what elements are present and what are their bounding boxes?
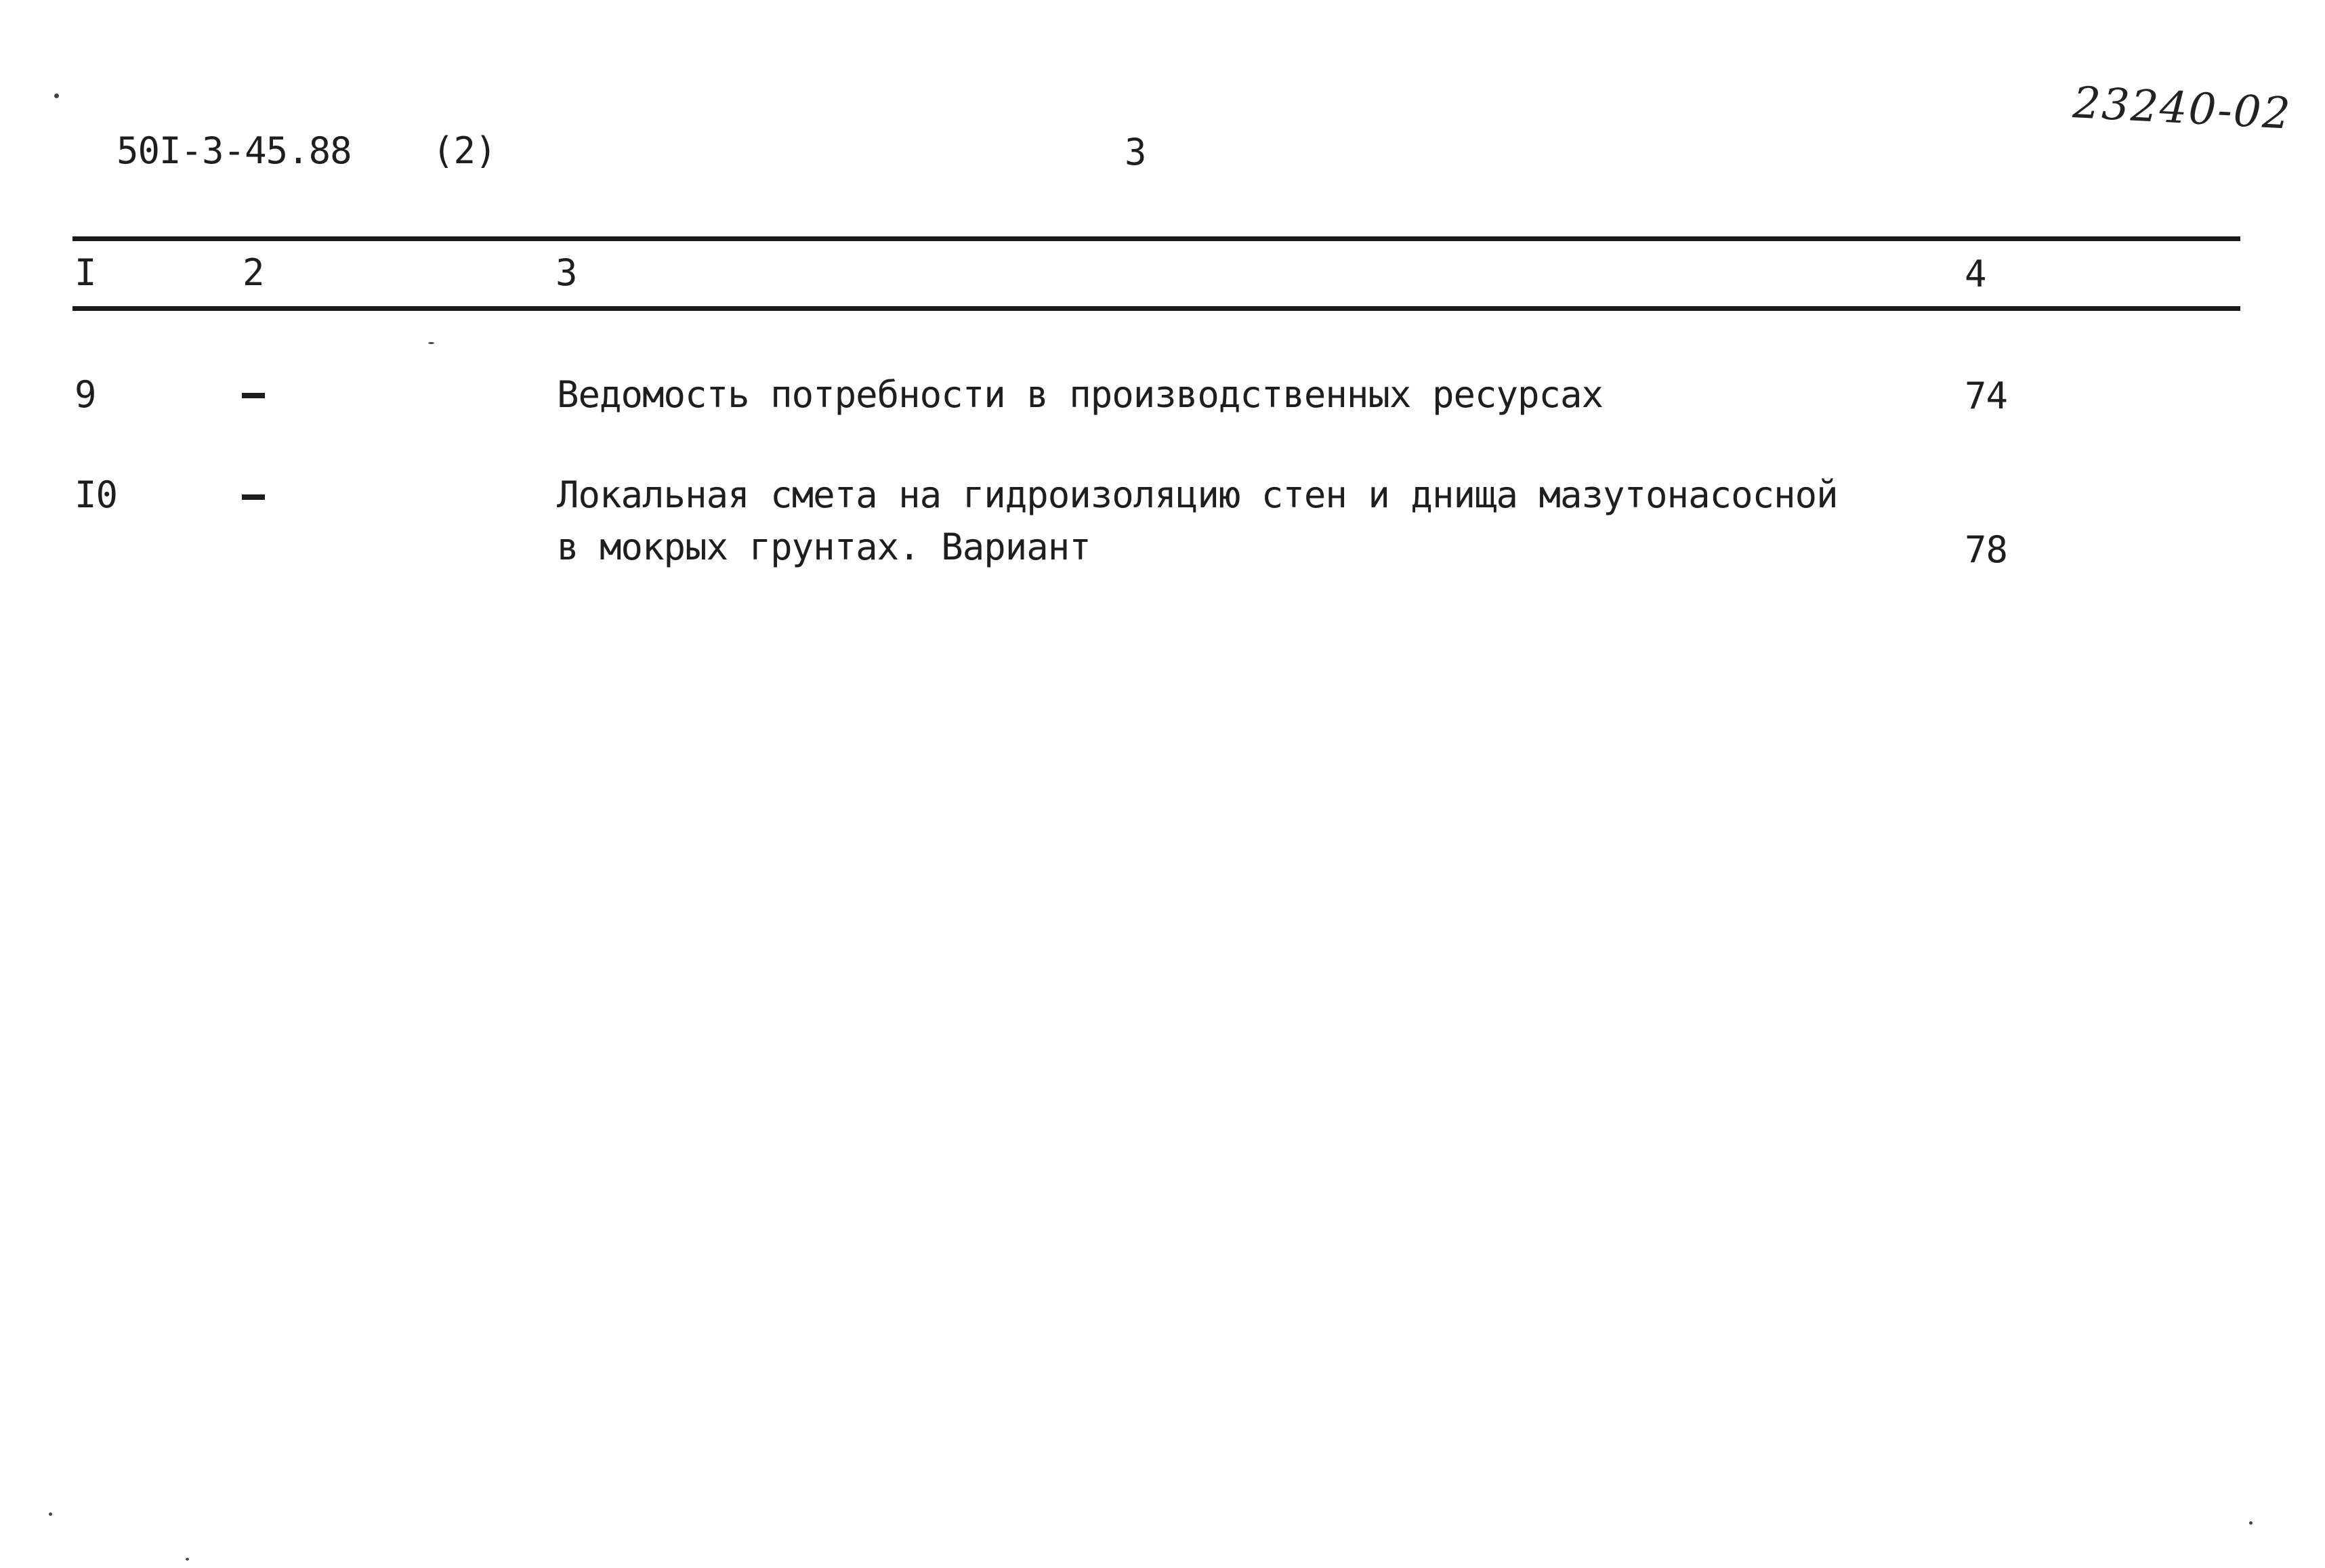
column-header-2: 2 bbox=[243, 251, 264, 294]
part-number: (2) bbox=[432, 129, 497, 172]
row-title-line-2: в мокрых грунтах. Вариант bbox=[557, 526, 1091, 568]
document-code: 50I-3-45.88 bbox=[117, 129, 352, 172]
row-dash-mark bbox=[242, 393, 265, 398]
column-header-1: I bbox=[75, 251, 96, 294]
row-number: 9 bbox=[75, 373, 96, 416]
row-dash-mark bbox=[242, 494, 265, 500]
scan-speck bbox=[54, 93, 59, 98]
scan-speck bbox=[428, 342, 434, 344]
column-header-4: 4 bbox=[1965, 253, 1986, 295]
table-header-bottom-rule bbox=[72, 306, 2240, 311]
row-title: Ведомость потребности в производственных ресурсах bbox=[557, 373, 1604, 416]
table-top-rule bbox=[72, 236, 2240, 241]
scan-speck bbox=[186, 1558, 189, 1561]
scan-speck bbox=[49, 1512, 52, 1516]
page-number: 3 bbox=[1125, 131, 1146, 173]
row-page: 74 bbox=[1965, 375, 2008, 417]
handwritten-inventory-number: 23240-02 bbox=[2072, 78, 2293, 140]
row-title-line-1: Локальная смета на гидроизоляцию стен и днища мазутонасосной bbox=[557, 473, 1838, 516]
scan-speck bbox=[2249, 1521, 2253, 1525]
row-page: 78 bbox=[1965, 528, 2008, 571]
column-header-3: 3 bbox=[556, 251, 577, 294]
row-number: I0 bbox=[75, 473, 118, 516]
